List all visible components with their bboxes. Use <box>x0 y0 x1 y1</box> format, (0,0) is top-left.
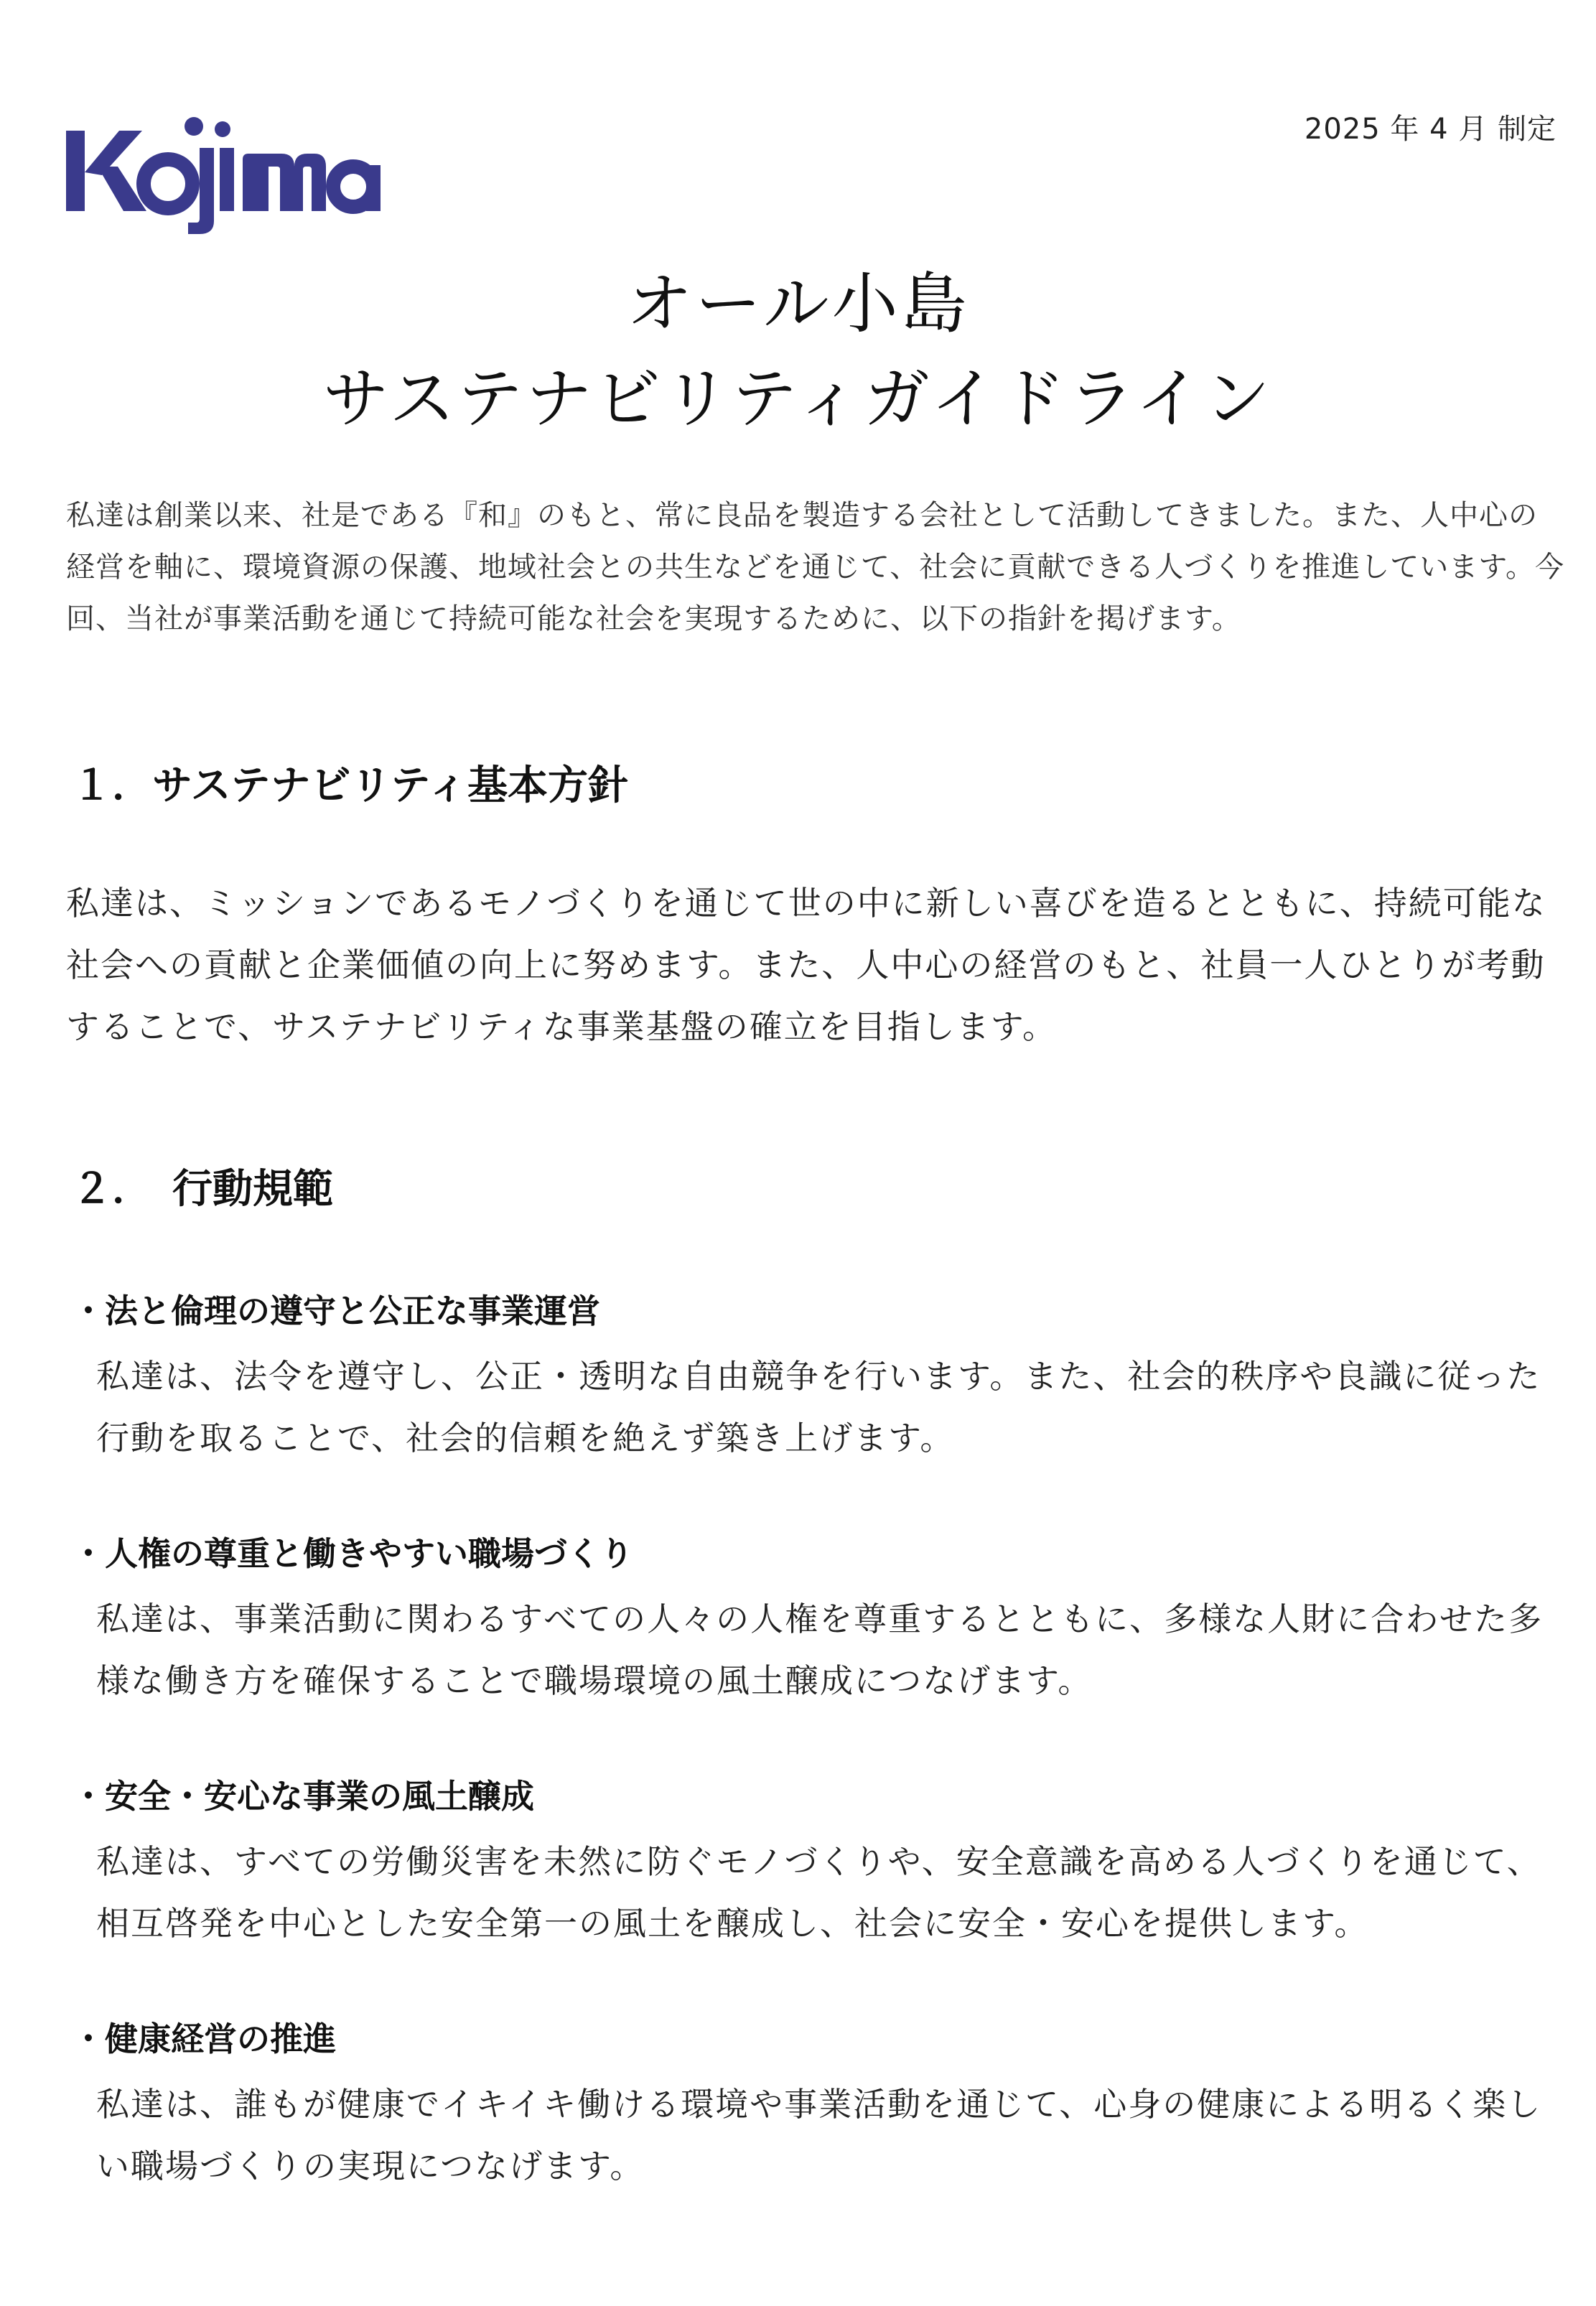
page-title-line2: サステナビリティガイドライン <box>322 360 1274 437</box>
page-title-line1: オール小島 <box>626 266 970 342</box>
code-item-body: 私達は、法令を遵守し、公正・透明な自由競争を行います。また、社会的秩序や良識に従った行動を取ることで、社会的信頼を絶えず築き上げます。 <box>96 1357 1541 1457</box>
code-item-title: ・安全・安心な事業の風土醸成 <box>72 1777 534 1816</box>
code-item-title: ・法と倫理の遵守と公正な事業運営 <box>72 1292 600 1330</box>
company-logo <box>66 101 382 237</box>
section2-number: ２． <box>72 1166 152 1213</box>
section1-heading: １．サステナビリティ基本方針 <box>72 762 629 809</box>
section2-heading-text: 行動規範 <box>172 1166 333 1213</box>
intro-paragraph: 私達は創業以来、社是である『和』のもと、常に良品を製造する会社として活動してきました。また、人中心の経営を軸に、環境資源の保護、地域社会との共生などを通じて、社会に貢献できる人づくりを推進しています。今回、当社が事業活動を通じて持続可能な社会を実現するために、以下の指針を掲げます。 <box>66 499 1564 635</box>
code-item-title: ・健康経営の推進 <box>72 2020 336 2058</box>
enactment-date: 2025 年 4 月 制定 <box>1304 113 1557 146</box>
section2-heading <box>72 1157 333 1215</box>
kojima-logo-icon <box>66 101 382 237</box>
code-item-title: ・人権の尊重と働きやすい職場づくり <box>72 1534 633 1573</box>
section1-body: 私達は、ミッションであるモノづくりを通じて世の中に新しい喜びを造るとともに、持続可能な社会への貢献と企業価値の向上に努めます。また、人中心の経営のもと、社員一人ひとりが考動することで、サステナビリティな事業基盤の確立を目指します。 <box>66 884 1546 1046</box>
code-item-body: 私達は、事業活動に関わるすべての人々の人権を尊重するとともに、多様な人財に合わせた多様な働き方を確保することで職場環境の風土醸成につなげます。 <box>96 1600 1544 1700</box>
code-item-body: 私達は、すべての労働災害を未然に防ぐモノづくりや、安全意識を高める人づくりを通じて、相互啓発を中心とした安全第一の風土を醸成し、社会に安全・安心を提供します。 <box>96 1842 1541 1943</box>
code-item-body: 私達は、誰もが健康でイキイキ働ける環境や事業活動を通じて、心身の健康による明るく楽しい職場づくりの実現につなげます。 <box>96 2085 1542 2185</box>
